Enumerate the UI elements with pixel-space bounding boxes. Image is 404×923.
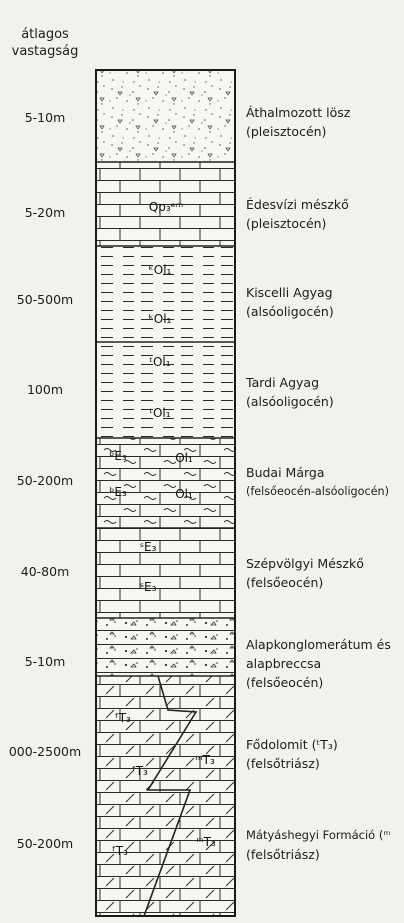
symbol-buda-ol-2: Ol₁ bbox=[175, 487, 193, 501]
symbol-tard-2: ᵗOl₁ bbox=[149, 406, 171, 420]
layer-name-3-line-1: Kiscelli Agyag bbox=[246, 285, 333, 300]
layer-name-6-line-2: (felsőeocén) bbox=[246, 575, 324, 590]
symbol-fodolomit-3: ᶠT₃ bbox=[112, 844, 128, 858]
layer-name-9 bbox=[246, 826, 391, 864]
layer-name-5 bbox=[246, 463, 389, 501]
layer-name-7 bbox=[246, 635, 391, 692]
thickness-label-9: 50-200m bbox=[16, 836, 74, 851]
symbol-kiscell-2: ᵏOl₁ bbox=[148, 312, 172, 326]
symbol-szepvolgy-2: ˢE₃ bbox=[139, 580, 157, 594]
thickness-label-5: 50-200m bbox=[16, 473, 74, 488]
layer-name-3-line-2: (alsóoligocén) bbox=[246, 304, 334, 319]
layer-name-6-line-1: Szépvölgyi Mészkő bbox=[246, 556, 364, 571]
layer-name-3 bbox=[246, 283, 334, 321]
thickness-label-6: 40-80m bbox=[20, 564, 70, 579]
layer-name-9-line-2: (felsőtriász) bbox=[246, 847, 320, 862]
symbol-buda-ol-1: Ol₁ bbox=[175, 451, 193, 465]
layer-kiscell-clay bbox=[96, 246, 235, 342]
symbol-szepvolgy-1: ˢE₃ bbox=[139, 540, 157, 554]
thickness-label-2: 5-20m bbox=[24, 205, 66, 220]
thickness-label-8: 000-2500m bbox=[8, 744, 82, 759]
thickness-label-7: 5-10m bbox=[24, 654, 66, 669]
thickness-label-4: 100m bbox=[26, 382, 64, 397]
layer-name-5-line-1: Budai Márga bbox=[246, 465, 325, 480]
layer-name-1 bbox=[246, 103, 350, 141]
layer-name-7-line-1: Alapkonglomerátum és bbox=[246, 637, 391, 652]
symbol-qp: Qp₃ᵉᵐ bbox=[148, 200, 184, 214]
layer-name-8 bbox=[246, 735, 338, 773]
layer-name-1-line-1: Áthalmozott lösz bbox=[246, 105, 351, 120]
layer-name-4-line-1: Tardi Agyag bbox=[246, 375, 320, 390]
layer-name-2-line-1: Édesvízi mészkő bbox=[246, 197, 349, 212]
layer-name-2 bbox=[246, 195, 349, 233]
layer-conglomerate bbox=[96, 618, 235, 676]
symbol-matyashegy-1: ᵐT₃ bbox=[195, 753, 215, 767]
symbol-fodolomit-1: ᶠT₃ bbox=[115, 711, 131, 725]
layer-szepvolgy-limestone bbox=[96, 528, 235, 618]
header-line-1: átlagos bbox=[21, 27, 69, 42]
thickness-label-1: 5-10m bbox=[24, 110, 66, 125]
layer-name-8-line-2: (felsőtriász) bbox=[246, 756, 320, 771]
thickness-label-3: 50-500m bbox=[16, 292, 74, 307]
symbol-fodolomit-2: ᶠT₃ bbox=[132, 764, 148, 778]
layer-name-9-line-1: Mátyáshegyi Formáció (ᵐ bbox=[246, 828, 391, 842]
symbol-tard-1: ᵗOl₁ bbox=[149, 355, 171, 369]
layer-name-5-line-2: (felsőeocén-alsóoligocén) bbox=[246, 485, 389, 498]
symbol-matyashegy-2: ᵐT₃ bbox=[196, 835, 216, 849]
layer-name-4 bbox=[246, 373, 334, 411]
symbol-kiscell-1: ᵏOl₁ bbox=[148, 263, 172, 277]
layer-name-4-line-2: (alsóoligocén) bbox=[246, 394, 334, 409]
layer-name-7-line-2: alapbreccsa bbox=[246, 656, 322, 671]
layer-name-7-line-3: (felsőeocén) bbox=[246, 675, 324, 690]
layer-name-2-line-2: (pleisztocén) bbox=[246, 216, 327, 231]
layer-name-1-line-2: (pleisztocén) bbox=[246, 124, 327, 139]
layer-loess bbox=[96, 70, 235, 162]
layer-name-6 bbox=[246, 554, 364, 592]
symbol-buda-e-2: ᵇE₃ bbox=[109, 485, 127, 499]
symbol-buda-e-1: ᵇE₃ bbox=[109, 449, 127, 463]
layer-name-8-line-1: Fődolomit (ᵗT₃) bbox=[246, 737, 338, 752]
header-line-2: vastagság bbox=[11, 44, 79, 59]
